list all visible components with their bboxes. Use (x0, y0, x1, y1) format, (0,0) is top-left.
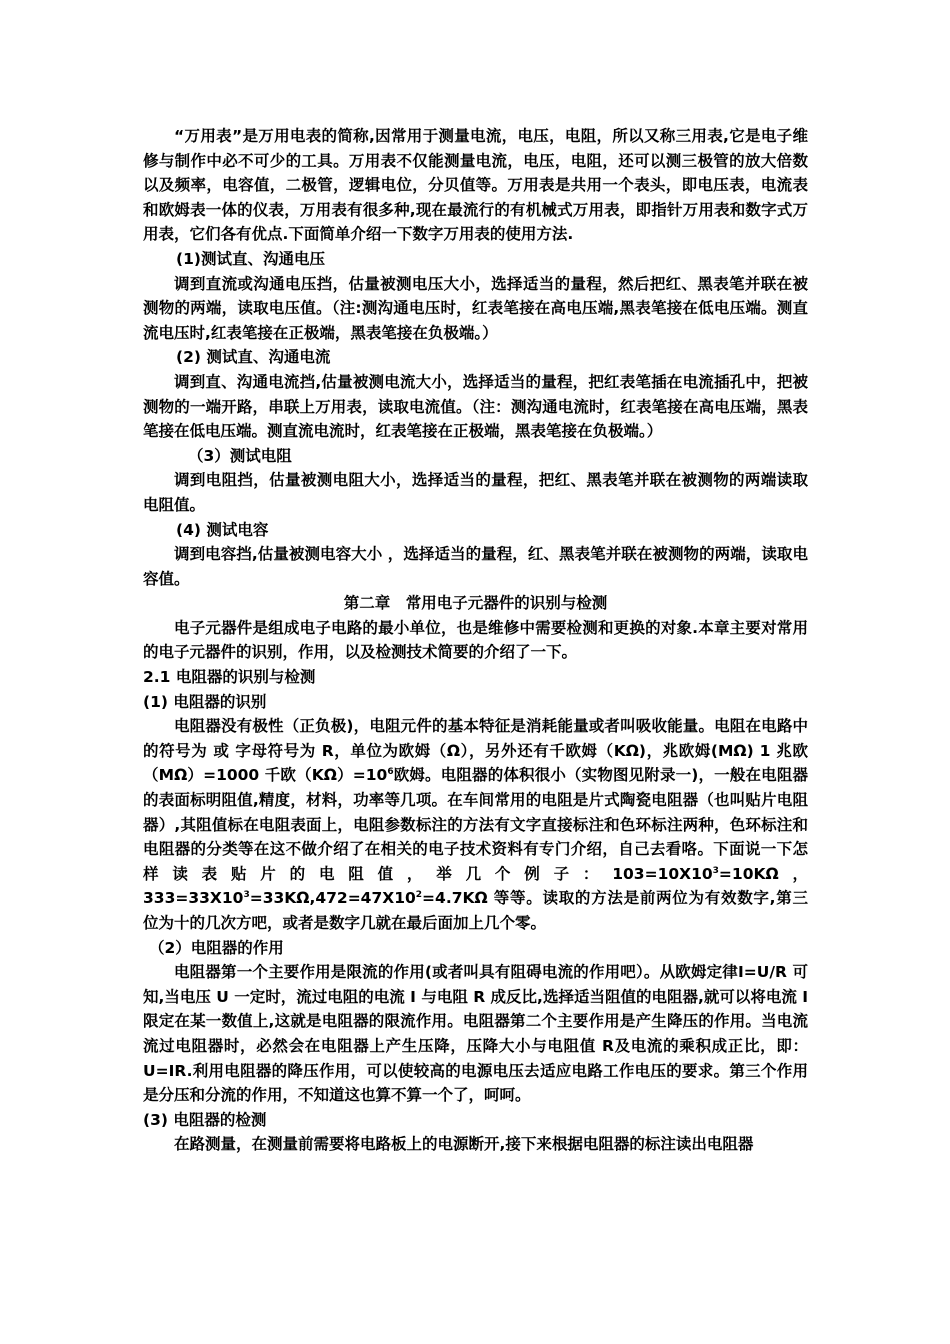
section-2-body: 调到直、沟通电流挡,估量被测电流大小，选择适当的量程，把红表笔插在电流插孔中，把被测物的一端开路，串联上万用表，读取电流值。（注：测沟通电流时，红表笔接在高电压端，黑表笔接在低电压端。测直流电流时，红表笔接在正极端，黑表笔接在负极端。） (143, 372, 808, 441)
section-2-1-heading: 2.1 电阻器的识别与检测 (143, 668, 316, 687)
section-1-body: 调到直流或沟通电压挡，估量被测电压大小，选择适当的量程，然后把红、黑表笔并联在被测物的两端，读取电压值。（注:测沟通电压时，红表笔接在高电压端,黑表笔接在低电压端。测直流电压时,红表笔接在正极端，黑表笔接在负极端。） (143, 274, 808, 342)
resistor-id-sup-4: 2 (415, 890, 423, 901)
resistor-id-sup-2: 3 (712, 865, 719, 876)
resistor-testing-heading: (3) 电阻器的检测 (143, 1110, 267, 1129)
section-4-heading: (4) 测试电容 (176, 520, 269, 539)
resistor-id-sup-1: 6 (387, 767, 394, 778)
section-3-body: 调到电阻挡，估量被测电阻大小，选择适当的量程，把红、黑表笔并联在被测物的两端读取电阻值。 (143, 471, 808, 514)
section-1-heading: (1)测试直、沟通电压 (176, 249, 325, 268)
resistor-id-text-d: =33KΩ,472=47X10 (249, 889, 416, 908)
resistor-id-text-e: =4.7KΩ 等等。读取的方法是前两位为有效数字,第三位为十的几次方吧，或者是数字几就在最后面加上几个零。 (143, 889, 808, 932)
resistor-id-text-a: 电阻器没有极性（正负极)，电阻元件的基本特征是消耗能量或者叫吸收能量。电阻在电路中的符号为 或 字母符号为 R，单位为欧姆（Ω），另外还有千欧姆（KΩ)，兆欧姆(MΩ) 1 兆欧（MΩ）=1000 千欧（KΩ）=10 (143, 717, 808, 785)
section-2-heading: (2) 测试直、沟通电流 (176, 348, 331, 367)
resistor-identification-body (143, 714, 808, 935)
section-3-heading: （3）测试电阻 (188, 446, 292, 465)
resistor-id-sup-3: 3 (243, 890, 250, 901)
resistor-testing-body: 在路测量，在测量前需要将电路板上的电源断开,接下来根据电阻器的标注读出电阻器 (174, 1135, 754, 1154)
resistor-identification-heading: (1) 电阻器的识别 (143, 692, 267, 711)
section-4-body: 调到电容挡,估量被测电容大小 ，选择适当的量程，红、黑表笔并联在被测物的两端，读取电容值。 (143, 545, 808, 588)
resistor-function-body: 电阻器第一个主要作用是限流的作用(或者叫具有阻碍电流的作用吧）。从欧姆定律I=U/R 可知,当电压 U 一定时，流过电阻的电流 I 与电阻 R 成反比,选择适当阻值的电阻器,就可以将电流 I 限定在某一数值上,这就是电阻器的限流作用。电阻器第二个主要作用是产生降压的作用。当电流流过电阻器时，必然会在电阻器上产生压降，压降大小与电阻值 R及电流的乘积成正比，即：U=IR.利用电阻器的降压作用，可以使较高的电源电压去适应电路工作电压的要求。第三个作用是分压和分流的作用，不知道这也算不算一个了，呵呵。 (143, 963, 808, 1105)
resistor-id-text-b: 欧姆。电阻器的体积很小（实物图见附录一)，一般在电阻器的表面标明阻值,精度，材料，功率等几项。在车间常用的电阻是片式陶瓷电阻器（也叫贴片电阻器）,其阻值标在电阻表面上，电阻参数标注的方法有文字直接标注和色环标注两种，色环标注和电阻器的分类等在这不做介绍了在相关的电子技术资料有专门介绍，自己去看咯。下面说一下怎样读表贴片的电阻值，举几个例子：103=10X10 (143, 766, 808, 883)
resistor-function-heading: （2）电阻器的作用 (149, 938, 284, 957)
chapter-title: 第二章 常用电子元器件的识别与检测 (343, 594, 608, 613)
chapter-intro: 电子元器件是组成电子电路的最小单位，也是维修中需要检测和更换的对象.本章主要对常用的电子元器件的识别，作用，以及检测技术简要的介绍了一下。 (143, 618, 808, 662)
intro-paragraph: “万用表”是万用电表的简称,因常用于测量电流，电压，电阻，所以又称三用表,它是电子维修与制作中必不可少的工具。万用表不仅能测量电流，电压，电阻，还可以测三极管的放大倍数以及频率，电容值，二极管，逻辑电位，分贝值等。万用表是共用一个表头，即电压表，电流表和欧姆表一体的仪表，万用表有很多种,现在最流行的有机械式万用表，即指针万用表和数字式万用表，它们各有优点.下面简单介绍一下数字万用表的使用方法. (143, 127, 808, 244)
resistor-id-text-c: =10KΩ，333=33X10 (143, 864, 808, 908)
document-page (143, 124, 808, 1157)
